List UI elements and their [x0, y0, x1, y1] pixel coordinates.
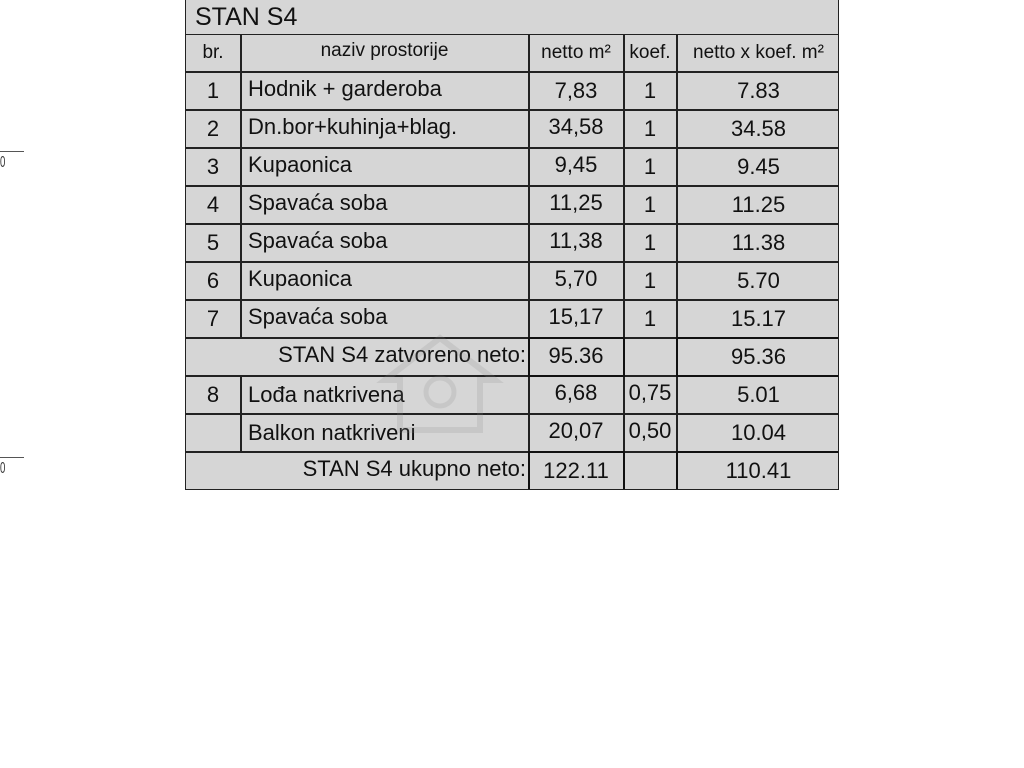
table-row-number: 5 [206, 230, 220, 255]
table-row-weighted: 7.83 [737, 78, 780, 103]
table-title: STAN S4 [195, 3, 298, 31]
table-row-coef: 0,50 [628, 418, 672, 443]
header-net-area: netto m² [541, 42, 611, 63]
table-row-coef: 1 [643, 154, 657, 179]
table-row-weighted: 5.01 [737, 382, 780, 407]
edge-dimension-label: 0 [0, 460, 6, 477]
header-weighted-area: netto x koef. m² [693, 42, 824, 63]
grand-total-weighted: 110.41 [725, 458, 792, 483]
table-row-coef: 1 [643, 268, 657, 293]
table-row-net: 5,70 [554, 266, 598, 291]
table-row-net: 7,83 [554, 78, 598, 103]
table-row-name: Spavaća soba [248, 228, 388, 253]
table-row-name: Lođa natkrivena [248, 382, 405, 407]
table-row-name: Kupaonica [248, 266, 352, 291]
table-row-net: 6,68 [554, 380, 598, 405]
table-row-coef: 1 [643, 78, 657, 103]
room-area-table [185, 0, 839, 490]
table-row-net: 11,38 [549, 228, 603, 253]
table-row-number: 4 [206, 192, 220, 217]
table-title-row [186, 0, 838, 35]
table-row-weighted: 15.17 [730, 306, 787, 331]
grand-total-label: STAN S4 ukupno neto: [302, 456, 526, 481]
header-number: br. [202, 42, 224, 63]
edge-dimension-label: 0 [0, 154, 6, 171]
table-row-coef: 1 [643, 192, 657, 217]
edge-dimension-line [0, 457, 24, 458]
table-row-coef: 1 [643, 230, 657, 255]
table-row-name: Hodnik + garderoba [248, 76, 442, 101]
edge-dimension-line [0, 151, 24, 152]
closed-total-label: STAN S4 zatvoreno neto: [278, 342, 526, 367]
grand-total-net: 122.11 [543, 458, 609, 483]
table-row-name: Spavaća soba [248, 190, 388, 215]
table-row-net: 9,45 [554, 152, 598, 177]
table-row-net: 11,25 [549, 190, 603, 215]
header-coefficient: koef. [629, 42, 671, 63]
table-row-number: 6 [206, 268, 220, 293]
table-row-net: 15,17 [548, 304, 604, 329]
table-row-weighted: 5.70 [737, 268, 780, 293]
table-row-number [186, 414, 240, 452]
table-row-number: 1 [206, 78, 220, 103]
table-row-weighted: 10.04 [730, 420, 787, 445]
header-room-name: naziv prostorije [320, 40, 449, 61]
table-row-weighted: 9.45 [737, 154, 780, 179]
closed-total-weighted: 95.36 [730, 344, 787, 369]
table-row-number: 8 [206, 382, 220, 407]
table-row-weighted: 34.58 [730, 116, 787, 141]
table-row-name: Balkon natkriveni [248, 420, 416, 445]
table-row-number: 3 [206, 154, 220, 179]
table-row-name: Dn.bor+kuhinja+blag. [248, 114, 458, 139]
table-row-net: 34,58 [548, 114, 604, 139]
closed-total-net: 95.36 [548, 343, 604, 368]
table-row-coef: 1 [643, 116, 657, 141]
table-row-name: Spavaća soba [248, 304, 388, 329]
table-row-coef: 1 [643, 306, 657, 331]
table-row-weighted: 11.38 [731, 230, 786, 255]
table-row-coef: 0,75 [628, 380, 672, 405]
table-row-name: Kupaonica [248, 152, 352, 177]
table-row-number: 7 [206, 306, 220, 331]
table-row-number: 2 [206, 116, 220, 141]
table-row-weighted: 11.25 [731, 192, 786, 217]
table-row-net: 20,07 [548, 418, 604, 443]
